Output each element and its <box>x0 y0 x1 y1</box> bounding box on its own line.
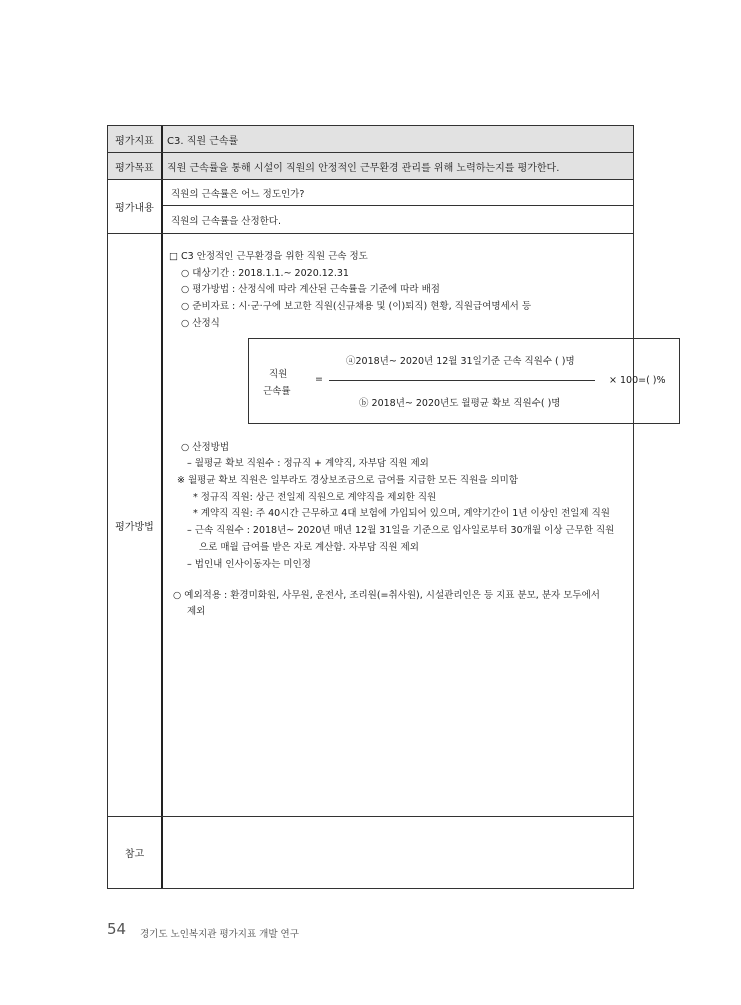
method-cell <box>163 234 666 816</box>
method-item: ○ 대상기간 : 2018.1.1.~ 2020.12.31 <box>181 268 349 279</box>
indicator-row <box>108 126 633 153</box>
content-row <box>108 180 633 234</box>
goal-value: 직원 근속률을 통해 시설이 직원의 안정적인 근무환경 관리를 위해 노력하는지를 평가한다. <box>163 153 633 179</box>
formula-denominator: ⓑ 2018년~ 2020년도 월평균 확보 직원수( )명 <box>359 398 561 409</box>
method-item: ○ 산정식 <box>181 318 220 329</box>
goal-label: 평가목표 <box>108 153 163 179</box>
formula-multiplier: × 100=( )% <box>609 375 666 386</box>
method-item: ○ 준비자료 : 시·군·구에 보고한 직원(신규채용 및 (이)퇴직) 현황, 직원급여명세서 등 <box>181 301 532 312</box>
note-value <box>163 817 633 888</box>
formula-left-label-1: 직원 <box>269 369 288 380</box>
method-label: 평가방법 <box>108 234 163 816</box>
method-line: * 정규직 직원: 상근 전일제 직원으로 계약직을 제외한 직원 <box>193 492 437 503</box>
method-row <box>108 234 666 817</box>
page-number: 54 <box>107 920 127 938</box>
exception-line-cont: 제외 <box>187 606 206 617</box>
evaluation-table <box>107 125 666 889</box>
exception-line: ○ 예외적용 : 환경미화원, 사무원, 운전사, 조리원(=취사원), 시설관리인은 등 지표 분모, 분자 모두에서 <box>173 590 600 601</box>
method-heading: □ C3 안정적인 근무환경을 위한 직원 근속 정도 <box>169 251 368 262</box>
formula-box <box>248 338 680 424</box>
footer-title: 경기도 노인복지관 평가지표 개발 연구 <box>140 929 299 940</box>
formula-equals: = <box>315 374 323 385</box>
content-task: 직원의 근속률을 산정한다. <box>171 215 282 227</box>
note-label: 참고 <box>108 817 163 888</box>
method-line: – 법인내 인사이동자는 미인정 <box>187 559 311 570</box>
formula-numerator: ⓐ2018년~ 2020년 12월 31일기준 근속 직원수 ( )명 <box>346 356 575 367</box>
fraction-line <box>329 380 595 381</box>
method-item: ○ 평가방법 : 산정식에 따라 계산된 근속률을 기준에 따라 배점 <box>181 284 440 295</box>
indicator-label: 평가지표 <box>108 126 163 152</box>
method-line: ※ 월평균 확보 직원은 일부라도 경상보조금으로 급여를 지급한 모든 직원을 의미함 <box>177 475 518 486</box>
method-line: * 계약직 직원: 주 40시간 근무하고 4대 보험에 가입되어 있으며, 계약기간이 1년 이상인 전일제 직원 <box>193 508 610 519</box>
method-line: – 근속 직원수 : 2018년~ 2020년 매년 12월 31일을 기준으로 입사일로부터 30개월 이상 근무한 직원 <box>187 525 615 536</box>
indicator-value: C3. 직원 근속률 <box>163 126 633 152</box>
content-cell <box>163 180 633 233</box>
method-line: ○ 산정방법 <box>181 442 230 453</box>
goal-row <box>108 153 633 180</box>
content-question: 직원의 근속률은 어느 정도인가? <box>163 180 633 206</box>
method-line: 으로 매월 급여를 받은 자로 계산함. 자부담 직원 제외 <box>199 542 419 553</box>
content-label: 평가내용 <box>108 180 163 233</box>
formula-left-label-2: 근속률 <box>263 386 291 397</box>
method-line: – 월평균 확보 직원수 : 정규직 + 계약직, 자부담 직원 제외 <box>187 458 429 469</box>
note-row <box>108 817 633 888</box>
